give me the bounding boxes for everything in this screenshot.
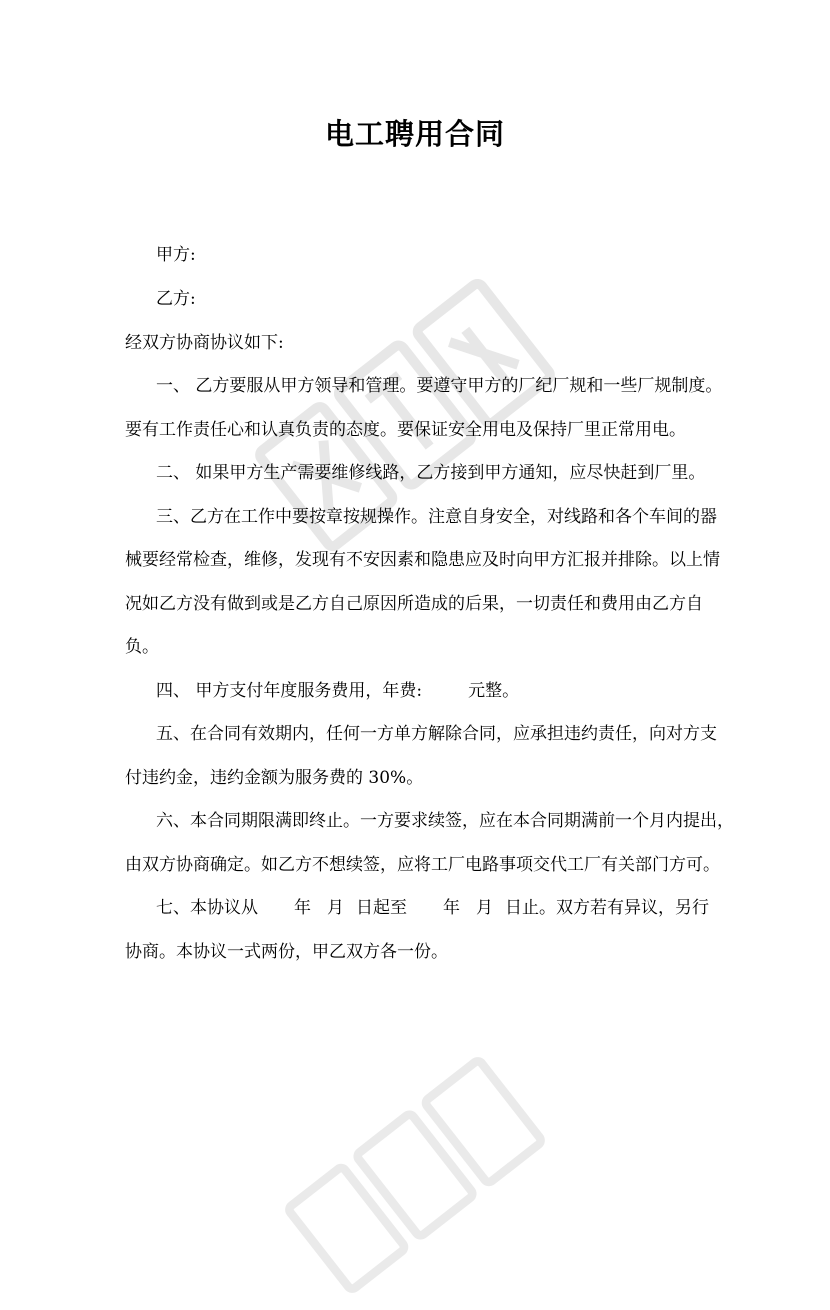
clause-7-day-from: 日起至: [356, 898, 407, 918]
clause-1-line-2: 要有工作责任心和认真负责的态度。要保证安全用电及保持厂里正常用电。: [125, 420, 686, 440]
clause-3-line-1: 三、乙方在工作中要按章按规操作。注意自身安全，对线路和各个车间的器: [156, 507, 717, 527]
clause-1-line-1: 一、 乙方要服从甲方领导和管理。要遵守甲方的厂纪厂规和一些厂规制度。: [156, 376, 723, 396]
clause-3-line-3: 况如乙方没有做到或是乙方自己原因所造成的后果，一切责任和费用由乙方自: [125, 594, 703, 614]
clause-2-line-1: 二、 如果甲方生产需要维修线路，乙方接到甲方通知，应尽快赶到厂里。: [156, 463, 706, 483]
clause-7-start: 七、本协议从: [156, 898, 258, 918]
clause-6-line-1: 六、本合同期限满即终止。一方要求续签，应在本合同期满前一个月内提出，: [156, 811, 734, 831]
party-a-label: 甲方:: [156, 245, 196, 265]
clause-7-day-to: 日止。双方若有异议，另行: [505, 898, 709, 918]
page-title: 电工聘用合同: [324, 117, 505, 151]
clause-7-line-2: 协商。本协议一式两份，甲乙双方各一份。: [125, 942, 448, 962]
clause-7-line-1: [156, 896, 709, 920]
clause-3-line-2: 械要经常检查，维修，发现有不安因素和隐患应及时向甲方汇报并排除。以上情: [125, 550, 720, 570]
clause-7-year-to: 年: [443, 898, 460, 918]
clause-7-month-to: 月: [476, 898, 493, 918]
clause-5-line-1: 五、在合同有效期内，任何一方单方解除合同，应承担违约责任，向对方支: [156, 724, 717, 744]
clause-3-line-4: 负。: [125, 637, 159, 657]
party-b-label: 乙方:: [156, 289, 196, 309]
clause-4-line: [156, 679, 519, 703]
intro-text: 经双方协商协议如下:: [125, 333, 284, 353]
clause-4-amount-suffix: 元整。: [468, 681, 520, 701]
watermark-logo-bottom: [269, 1040, 560, 1310]
clause-4-text: 四、 甲方支付年度服务费用，年费:: [156, 681, 423, 701]
clause-7-month-from: 月: [327, 898, 344, 918]
clause-7-year-from: 年: [294, 898, 311, 918]
clause-5-line-2: 付违约金，违约金额为服务费的 30%。: [125, 768, 424, 788]
clause-6-line-2: 由双方协商确定。如乙方不想续签，应将工厂电路事项交代工厂有关部门方可。: [125, 855, 720, 875]
